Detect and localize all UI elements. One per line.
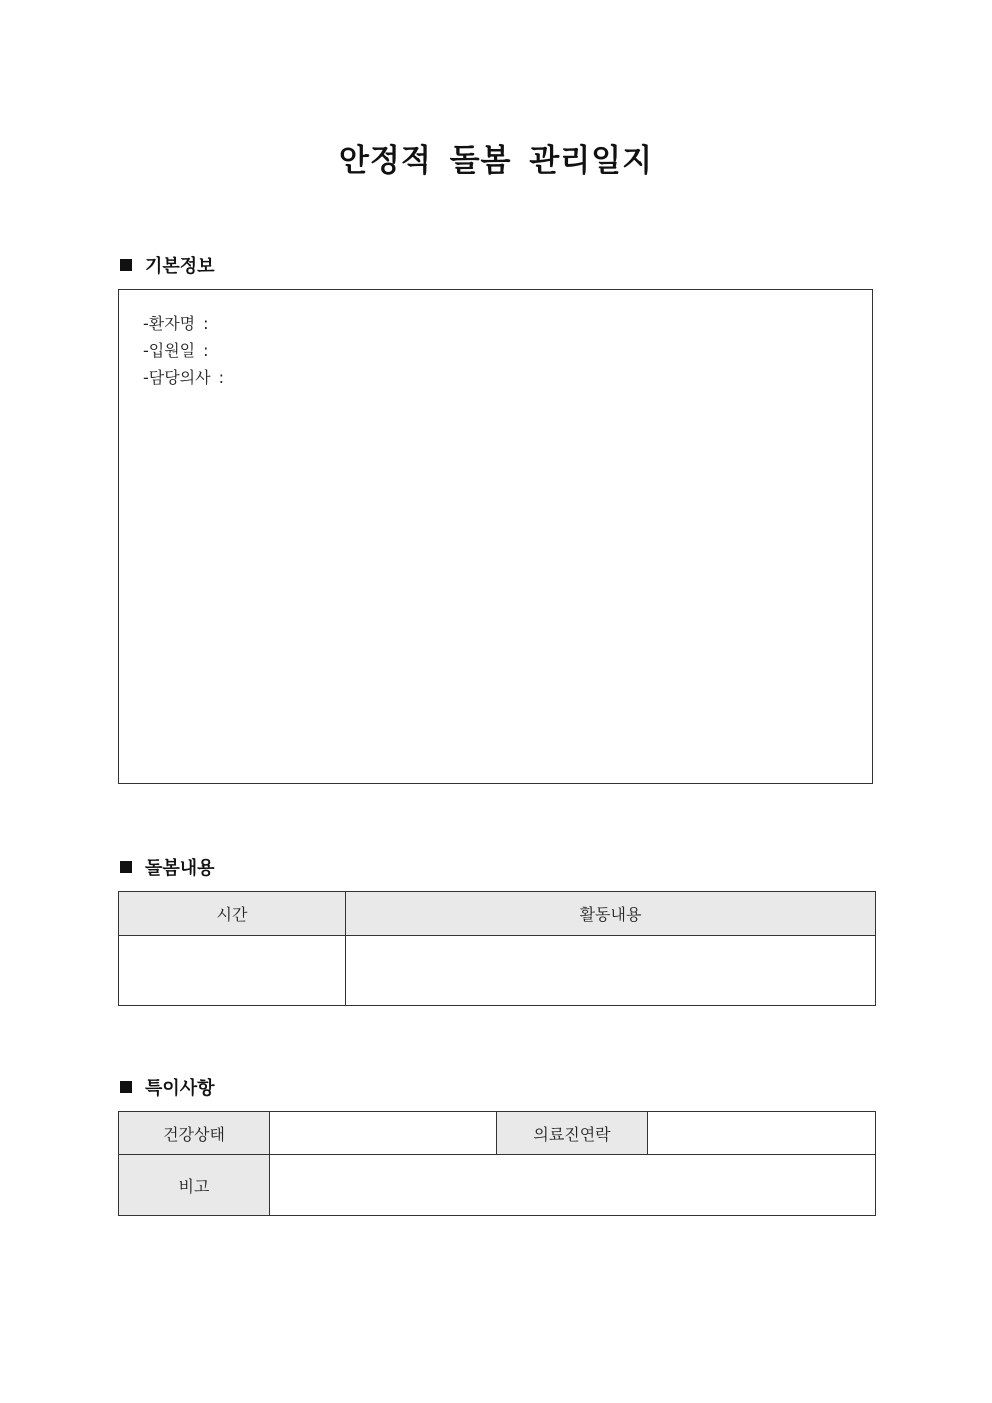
admission-date-label: -입원일 [143, 341, 196, 360]
column-header-time: 시간 [119, 892, 346, 936]
time-cell[interactable] [119, 936, 346, 1006]
section-heading-label: 돌봄내용 [145, 858, 215, 879]
care-content-table [118, 891, 876, 1006]
activity-cell[interactable] [346, 936, 876, 1006]
admission-date-separator: : [203, 341, 209, 360]
remarks-cell[interactable] [270, 1155, 876, 1216]
patient-name-label: -환자명 [143, 314, 196, 333]
section-heading-special-notes [120, 1075, 215, 1099]
table-row [119, 936, 876, 1006]
admission-date-line [143, 337, 848, 364]
patient-name-line [143, 310, 848, 337]
section-heading-label: 특이사항 [145, 1078, 215, 1099]
health-status-label: 건강상태 [119, 1112, 270, 1155]
black-square-icon [120, 1081, 132, 1093]
black-square-icon [120, 259, 132, 271]
remarks-label: 비고 [119, 1155, 270, 1216]
special-notes-table [118, 1111, 876, 1216]
column-header-activity: 활동내용 [346, 892, 876, 936]
patient-name-separator: : [203, 314, 209, 333]
table-row [119, 1155, 876, 1216]
health-status-cell[interactable] [270, 1112, 497, 1155]
attending-doctor-separator: : [218, 368, 224, 387]
attending-doctor-line [143, 364, 848, 391]
table-header-row [119, 892, 876, 936]
document-title: 안정적 돌봄 관리일지 [338, 143, 654, 179]
medical-contact-cell[interactable] [648, 1112, 876, 1155]
black-square-icon [120, 861, 132, 873]
medical-contact-label: 의료진연락 [497, 1112, 648, 1155]
table-row [119, 1112, 876, 1155]
section-heading-basic-info [120, 253, 215, 277]
attending-doctor-label: -담당의사 [143, 368, 211, 387]
section-heading-label: 기본정보 [145, 256, 215, 277]
section-heading-care-content [120, 855, 215, 879]
basic-info-box [118, 289, 873, 784]
